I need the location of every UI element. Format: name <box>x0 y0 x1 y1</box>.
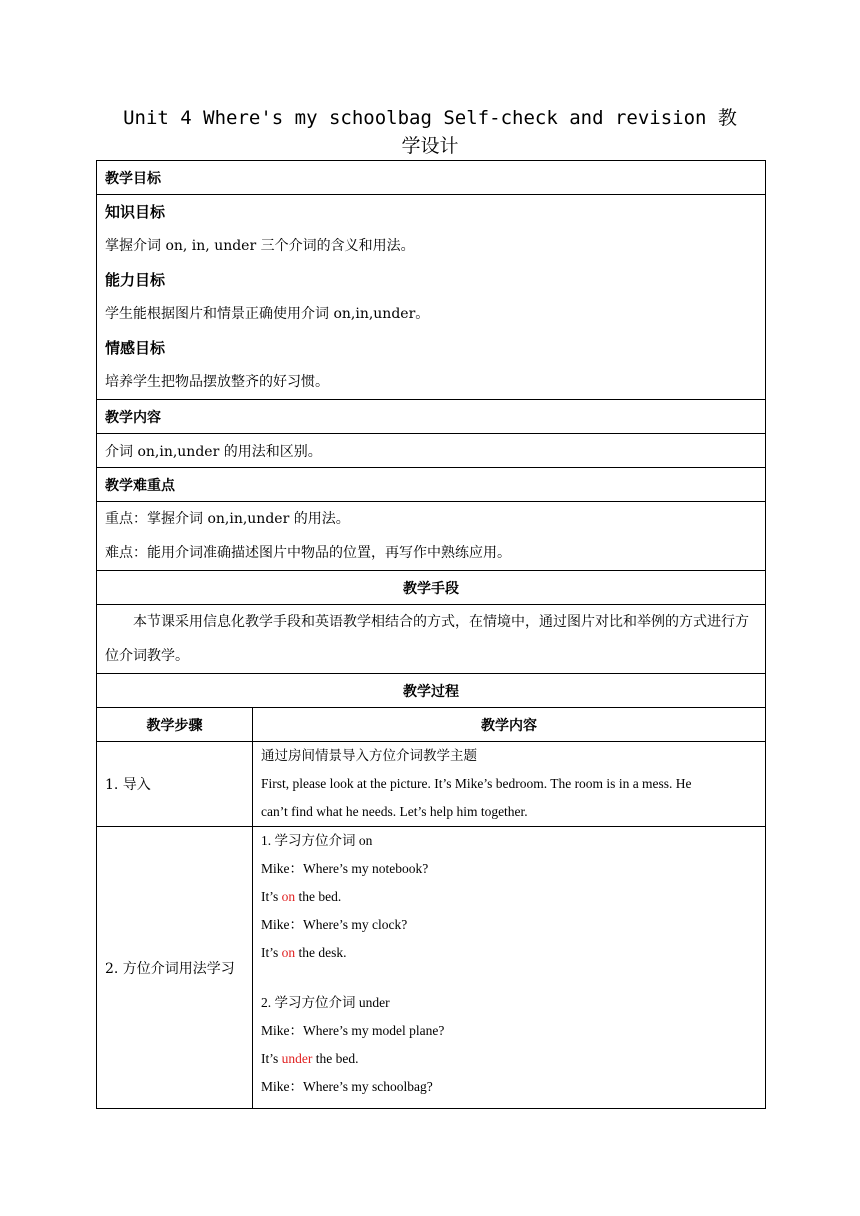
means-heading: 教学手段 <box>97 571 766 605</box>
content-text: 介词 on,in,under 的用法和区别。 <box>97 434 766 468</box>
preposition-highlight: under <box>281 1051 313 1066</box>
means-header-row <box>97 571 766 605</box>
col-step-header: 教学步骤 <box>97 708 253 742</box>
dialogue-q2: Mike：Where’s my clock? <box>261 917 408 932</box>
process-columns-row <box>97 708 766 742</box>
keypoints-row <box>97 502 766 571</box>
process-header-row <box>97 674 766 708</box>
step1-row <box>97 742 766 827</box>
means-row <box>97 605 766 674</box>
dialogue-q4: Mike：Where’s my schoolbag? <box>261 1079 433 1094</box>
step1-label: 1. 导入 <box>97 742 253 827</box>
objectives-row <box>97 195 766 400</box>
step1-line2: can’t find what he needs. Let’s help him together. <box>261 804 528 819</box>
content-heading: 教学内容 <box>97 400 766 434</box>
ability-heading: 能力目标 <box>105 271 166 289</box>
dialogue-a1: It’s on the bed. <box>261 889 342 904</box>
dialogue-a3: It’s under the bed. <box>261 1051 359 1066</box>
spacer <box>261 967 757 989</box>
objectives-header-row <box>97 161 766 195</box>
preposition-highlight: on <box>281 945 296 960</box>
process-heading: 教学过程 <box>97 674 766 708</box>
preposition-highlight: on <box>281 889 296 904</box>
step2-label: 2. 方位介词用法学习 <box>97 827 253 1109</box>
difficulty-text: 难点：能用介词准确描述图片中物品的位置，再写作中熟练应用。 <box>105 545 511 561</box>
emotion-heading: 情感目标 <box>105 339 166 357</box>
step1-line1: First, please look at the picture. It’s Mike’s bedroom. The room is in a mess. He <box>261 776 692 791</box>
focus-text: 重点：掌握介词 on,in,under 的用法。 <box>105 511 350 527</box>
emotion-text: 培养学生把物品摆放整齐的好习惯。 <box>105 374 329 390</box>
keypoints-header-row <box>97 468 766 502</box>
col-content-header: 教学内容 <box>253 708 766 742</box>
step2-row <box>97 827 766 1109</box>
objectives-heading: 教学目标 <box>97 161 766 195</box>
content-row <box>97 434 766 468</box>
title-line-2: 学设计 <box>401 135 459 157</box>
dialogue-q1: Mike：Where’s my notebook? <box>261 861 429 876</box>
ability-text: 学生能根据图片和情景正确使用介词 on,in,under。 <box>105 306 430 322</box>
step1-intro: 通过房间情景导入方位介词教学主题 <box>261 748 477 764</box>
keypoints-heading: 教学难重点 <box>97 468 766 502</box>
knowledge-heading: 知识目标 <box>105 203 166 221</box>
title-line-1: Unit 4 Where's my schoolbag Self-check and revision 教 <box>123 107 737 129</box>
means-text: 本节课采用信息化教学手段和英语教学相结合的方式，在情境中，通过图片对比和举例的方式进行方位介词教学。 <box>105 614 749 664</box>
dialogue-a2: It’s on the desk. <box>261 945 347 960</box>
document-title <box>96 104 764 160</box>
step2-section2-title: 2. 学习方位介词 under <box>261 995 390 1010</box>
knowledge-text: 掌握介词 on, in, under 三个介词的含义和用法。 <box>105 238 415 254</box>
step2-section1-title: 1. 学习方位介词 on <box>261 833 373 848</box>
content-header-row <box>97 400 766 434</box>
lesson-plan-table <box>96 160 766 1109</box>
dialogue-q3: Mike：Where’s my model plane? <box>261 1023 445 1038</box>
